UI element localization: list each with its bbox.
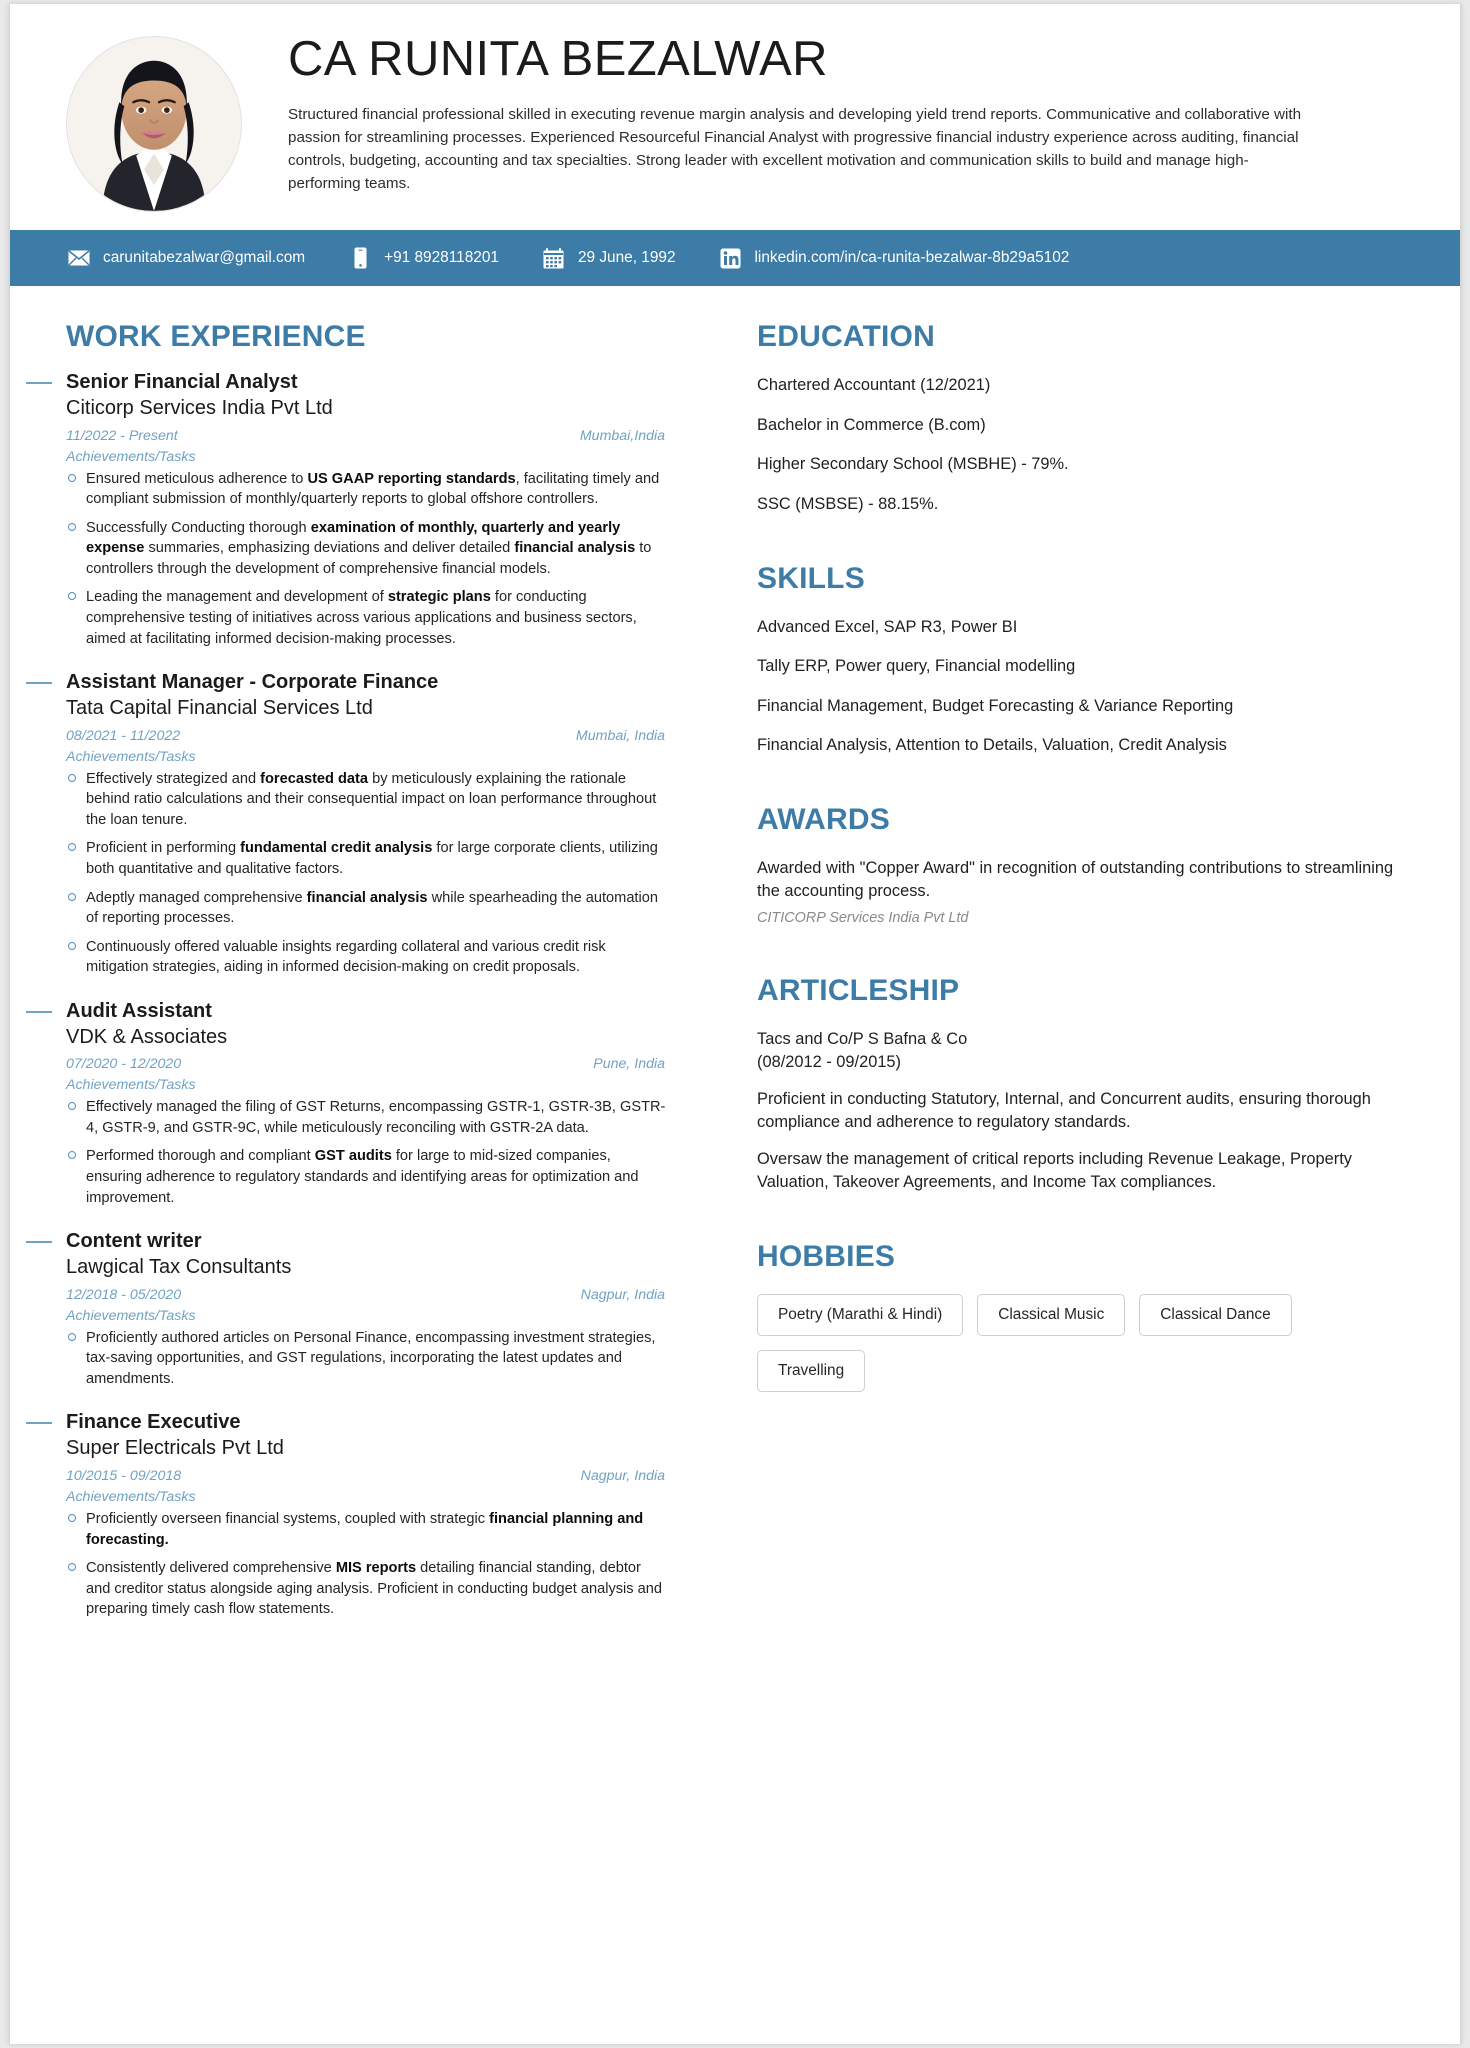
resume-page [9,4,1461,2044]
achievements-label: Achievements/Tasks [66,448,196,465]
job-title: Finance Executive [66,1411,241,1434]
timeline-dash-icon [26,682,52,684]
achievements-label: Achievements/Tasks [66,1489,196,1506]
achievements-label: Achievements/Tasks [66,1307,196,1324]
job-company: Super Electricals Pvt Ltd [66,1437,284,1460]
job-meta [66,728,669,744]
job-bullet: Performed thorough and compliant GST audits for large to mid-sized companies, ensuring adherence to regulatory standards and identifying areas for optimization and improvement. [66,1146,669,1208]
articleship-paragraph-1: Proficient in conducting Statutory, Internal, and Concurrent audits, ensuring thorough compliance and adherence to regulatory standards. [757,1089,1371,1131]
job-bullet: Continuously offered valuable insights regarding collateral and various credit risk mitigation strategies, aiding in informed decision-making on credit proposals. [66,937,669,978]
contact-birthdate [543,247,676,269]
job-date: 08/2021 - 11/2022 [66,727,181,744]
skills-list [757,616,1404,758]
job-location: Mumbai,India [579,427,666,444]
contact-birthdate-value: 29 June, 1992 [577,249,676,266]
contact-email[interactable] [68,247,305,269]
section-title-education: EDUCATION [757,320,935,353]
award-description: Awarded with "Copper Award" in recognition of outstanding contributions to streamlining the accounting process. [757,859,1394,901]
job-location: Nagpur, India [580,1286,666,1303]
timeline-dash-icon [26,1241,52,1243]
job-bullet: Proficient in performing fundamental credit analysis for large corporate clients, utilizing both quantitative and qualitative factors. [66,838,669,879]
awards-section [757,803,1404,928]
job-date: 11/2022 - Present [66,427,178,444]
job-bullet-list [66,769,669,978]
skill-item: Financial Management, Budget Forecasting & Variance Reporting [757,696,1234,715]
articleship-firm-name: Tacs and Co/P S Bafna & Co [757,1029,968,1048]
job-bullet-list [66,1328,669,1390]
job-bullet: Adeptly managed comprehensive financial analysis while spearheading the automation of reporting processes. [66,888,669,929]
linkedin-icon [720,247,742,269]
job-title: Assistant Manager - Corporate Finance [66,671,439,694]
job-location: Pune, India [593,1056,666,1073]
job-company: Citicorp Services India Pvt Ltd [66,397,333,419]
job-meta [66,1056,669,1072]
hobby-tag: Classical Music [977,1294,1125,1336]
contact-linkedin[interactable] [720,247,1070,269]
section-title-awards: AWARDS [757,803,890,837]
achievements-label: Achievements/Tasks [66,748,196,765]
work-experience-list [66,370,669,1620]
work-experience-item [66,370,669,649]
job-location: Mumbai, India [575,727,666,744]
job-company: Tata Capital Financial Services Ltd [66,697,373,720]
work-experience-item [66,1410,669,1619]
profile-photo [66,36,242,212]
skill-item: Financial Analysis, Attention to Details, Valuation, Credit Analysis [757,736,1227,755]
section-title-work-experience: WORK EXPERIENCE [66,320,366,353]
award-organization: CITICORP Services India Pvt Ltd [757,910,969,927]
job-bullet: Successfully Conducting thorough examination of monthly, quarterly and yearly expense summaries, emphasizing deviations and deliver detailed financial analysis to controllers through the development of comprehensive financial models. [66,518,669,580]
job-company: Lawgical Tax Consultants [66,1256,292,1279]
job-meta [66,1287,669,1303]
section-title-hobbies: HOBBIES [757,1239,896,1273]
resume-body [10,286,1460,1641]
education-item: Higher Secondary School (MSBHE) - 79%. [757,455,1069,474]
phone-icon [349,247,371,269]
contact-phone-value: +91 8928118201 [384,249,499,266]
articleship-firm [757,1028,1404,1074]
job-bullet: Proficiently overseen financial systems, coupled with strategic financial planning and forecasting. [66,1509,669,1550]
work-experience-item [66,1229,669,1389]
calendar-icon [543,247,565,269]
contact-bar [10,230,1460,286]
email-icon [68,247,90,269]
work-experience-item [66,670,669,978]
articleship-period: (08/2012 - 09/2015) [757,1052,902,1071]
job-bullet-list [66,1097,669,1208]
resume-header [10,4,1460,230]
job-bullet: Consistently delivered comprehensive MIS reports detailing financial standing, debtor and creditor status alongside aging analysis. Proficient in conducting budget analysis and preparing timely cash flow statements. [66,1558,669,1620]
job-bullet: Leading the management and development of strategic plans for conducting comprehensive testing of initiatives across various applications and business sectors, aimed at facilitating informed decision-making processes. [66,587,669,649]
section-title-articleship: ARTICLESHIP [757,973,960,1007]
timeline-dash-icon [26,1011,52,1013]
job-meta [66,1468,669,1484]
contact-phone[interactable] [349,247,499,269]
section-title-skills: SKILLS [757,561,865,595]
education-list [757,374,1404,516]
job-location: Nagpur, India [580,1468,666,1485]
education-item: Bachelor in Commerce (B.com) [757,415,986,434]
skills-section [757,562,1404,758]
job-bullet: Ensured meticulous adherence to US GAAP reporting standards, facilitating timely and compliant submission of monthly/quarterly reports to global offshore controllers. [66,469,669,510]
job-date: 10/2015 - 09/2018 [66,1468,182,1485]
job-bullet-list [66,1509,669,1620]
education-item: Chartered Accountant (12/2021) [757,376,991,394]
skill-item: Advanced Excel, SAP R3, Power BI [757,617,1018,636]
articleship-section [757,974,1404,1194]
hobby-tag: Travelling [757,1350,865,1392]
job-title: Senior Financial Analyst [66,371,298,393]
job-bullet-list [66,469,669,650]
header-text-block [242,30,1416,195]
timeline-dash-icon [26,382,52,384]
job-company: VDK & Associates [66,1025,228,1048]
skill-item: Tally ERP, Power query, Financial modelling [757,657,1076,676]
contact-email-value: carunitabezalwar@gmail.com [103,249,306,266]
articleship-paragraph-2: Oversaw the management of critical reports including Revenue Leakage, Property Valuation, Takeover Agreements, and Income Tax compliances. [757,1149,1352,1191]
timeline-dash-icon [26,1422,52,1424]
job-bullet: Effectively managed the filing of GST Returns, encompassing GSTR-1, GSTR-3B, GSTR-4, GSTR-9, and GSTR-9C, while meticulously reconciling with GSTR-2A data. [66,1097,669,1138]
job-date: 07/2020 - 12/2020 [66,1056,182,1073]
right-column [709,286,1460,1641]
hobby-tag: Classical Dance [1139,1294,1291,1336]
job-bullet: Proficiently authored articles on Personal Finance, encompassing investment strategies, tax-saving opportunities, and GST regulations, incorporating the latest updates and amendments. [66,1328,669,1390]
contact-linkedin-value: linkedin.com/in/ca-runita-bezalwar-8b29a5102 [754,249,1070,266]
candidate-name: CA RUNITA BEZALWAR [288,32,828,86]
education-item: SSC (MSBSE) - 88.15%. [757,494,939,513]
hobbies-list [757,1294,1404,1392]
job-meta [66,428,669,444]
profile-summary: Structured financial professional skilled in executing revenue margin analysis and developing yield trend reports. Communicative and collaborative with passion for streamlining processes. Experienced Resourceful Financial Analyst with progressive financial industry experience across auditing, financial controls, budgeting, accounting and tax specialties. Strong leader with excellent motivation and communication skills to build and manage high-performing teams. [288,105,1302,193]
job-title: Audit Assistant [66,999,212,1022]
left-column [10,286,709,1641]
achievements-label: Achievements/Tasks [66,1077,196,1094]
job-bullet: Effectively strategized and forecasted data by meticulously explaining the rationale behind ratio calculations and their consequential impact on loan performance throughout the loan tenure. [66,769,669,831]
education-section [757,320,1404,516]
hobbies-section [757,1240,1404,1392]
hobby-tag: Poetry (Marathi & Hindi) [757,1294,963,1336]
job-title: Content writer [66,1230,202,1253]
work-experience-item [66,999,669,1208]
job-date: 12/2018 - 05/2020 [66,1286,182,1303]
